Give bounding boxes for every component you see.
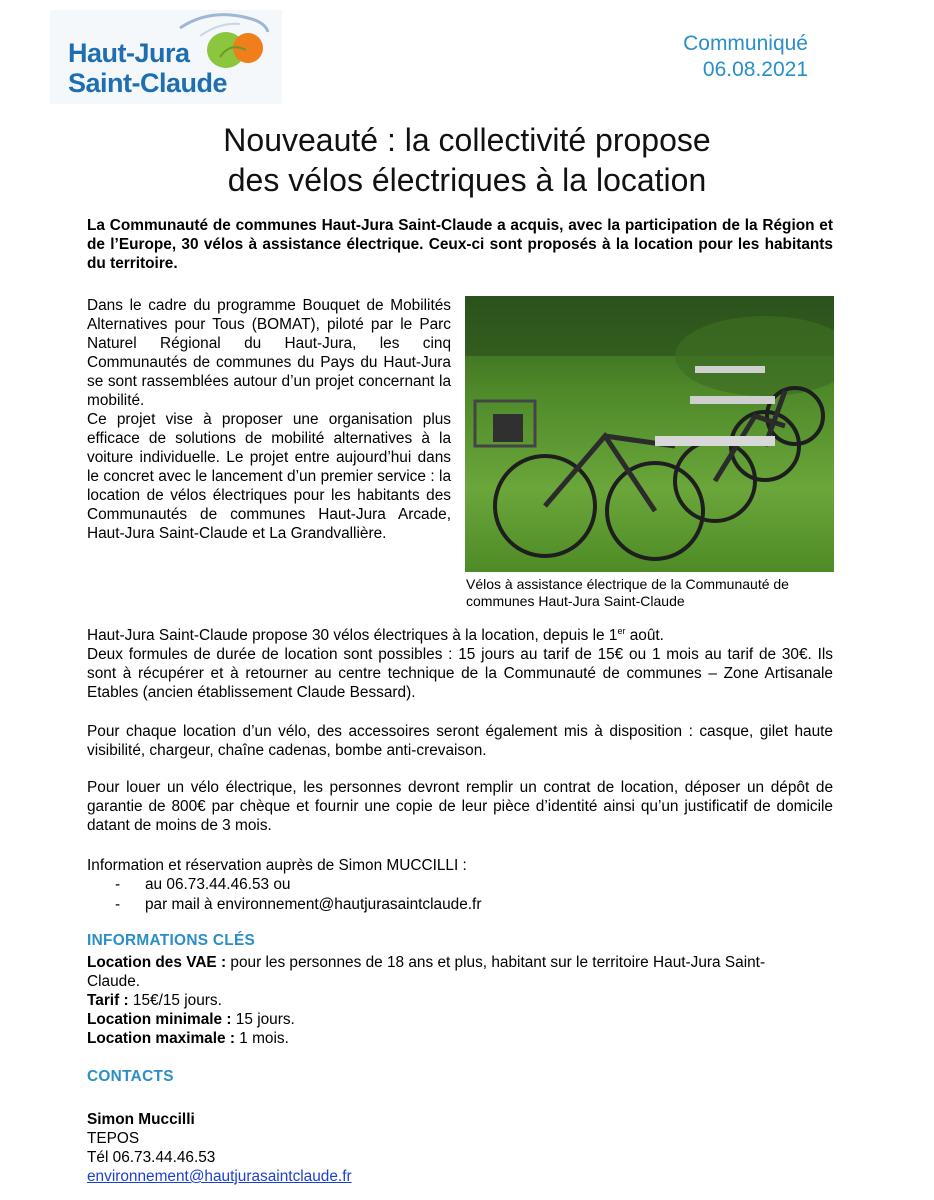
key-info-label: Location des VAE : [87,954,227,971]
title-line-1: Nouveauté : la collectivité propose [223,122,711,158]
body-paragraph-1-start: Haut-Jura Saint-Claude propose 30 vélos électriques à la location, depuis le 1 [87,627,618,644]
column-paragraph-2: Ce projet vise à proposer une organisation plus efficace de solutions de mobilité alternatives à la voiture individuelle. Le projet entre aujourd’hui dans le concret avec le lancement d’un premier service : la location de vélos électriques pour les habitants des Communautés de communes Haut-Jura Arcade, Haut-Jura Saint-Claude et La Grandvallière. [87,411,451,542]
key-info-value: 15 jours. [231,1011,295,1028]
contacts-heading: CONTACTS [87,1068,174,1085]
bikes-photo [465,296,834,572]
contact-phone: Tél 06.73.44.46.53 [87,1149,216,1166]
contact-role: TEPOS [87,1130,140,1147]
document-date: 06.08.2021 [702,58,808,81]
key-info-value: 15€/15 jours. [128,992,222,1009]
bullet-marker: - [115,896,121,913]
key-info-row [87,991,807,1010]
key-info-block [87,953,807,1048]
column-paragraph-1: Dans le cadre du programme Bouquet de Mobilités Alternatives pour Tous (BOMAT), piloté par le Parc Naturel Régional du Haut-Jura, les cinq Communautés de communes du Pays du Haut-Jura se sont rassemblées autour d’un projet concernant la mobilité. [87,297,451,409]
key-info-value: 1 mois. [234,1030,289,1047]
key-info-label: Location minimale : [87,1011,232,1028]
body-paragraph-3: Pour louer un vélo électrique, les personnes devront remplir un contrat de location, déposer un dépôt de garantie de 800€ par chèque et fournir une copie de leur pièce d’identité ainsi qu’un justificatif de domicile datant de moins de 3 mois. [87,779,833,834]
logo [50,10,282,104]
bullet-phone: au 06.73.44.46.53 ou [145,876,291,893]
intro-paragraph: La Communauté de communes Haut-Jura Saint-Claude a acquis, avec la participation de la Région et de l’Europe, 30 vélos à assistance électrique. Ceux-ci sont proposés à la location pour les habitants du territoire. [87,217,833,272]
logo-line-1: Haut-Jura [68,38,190,68]
document-type: Communiqué [683,32,808,55]
key-info-row [87,1010,807,1029]
key-info-row [87,1029,807,1048]
body-paragraph-2: Pour chaque location d’un vélo, des accessoires seront également mis à disposition : casque, gilet haute visibilité, chargeur, chaîne cadenas, bombe anti-crevaison. [87,723,833,759]
body-paragraph-1-end: août. [625,627,664,644]
contact-name: Simon Muccilli [87,1111,195,1128]
contact-email-link[interactable]: environnement@hautjurasaintclaude.fr [87,1168,352,1185]
key-info-label: Location maximale : [87,1030,235,1047]
key-info-label: Tarif : [87,992,129,1009]
superscript-er: er [617,626,626,636]
body-paragraph-1 [87,626,833,702]
info-line: Information et réservation auprès de Simon MUCCILLI : [87,857,467,874]
contact-block [87,1110,833,1186]
page-title [0,120,934,200]
body-paragraph-1-rest: Deux formules de durée de location sont possibles : 15 jours au tarif de 15€ ou 1 mois au tarif de 30€. Ils sont à récupérer et à retourner au centre technique de la Communauté de communes – Zone Artisanale Etables (ancien établissement Claude Bessard). [87,646,833,701]
key-info-heading: INFORMATIONS CLÉS [87,932,256,949]
title-line-2: des vélos électriques à la location [227,162,707,198]
logo-line-2: Saint-Claude [68,68,228,98]
bullet-email: par mail à environnement@hautjurasaintclaude.fr [145,896,482,913]
key-info-row [87,953,807,991]
bullet-marker: - [115,876,121,893]
photo-caption: Vélos à assistance électrique de la Communauté de communes Haut-Jura Saint-Claude [466,576,789,609]
key-info-value: pour les personnes de 18 ans et plus, habitant sur le territoire Haut-Jura Saint-Claude. [87,954,766,990]
